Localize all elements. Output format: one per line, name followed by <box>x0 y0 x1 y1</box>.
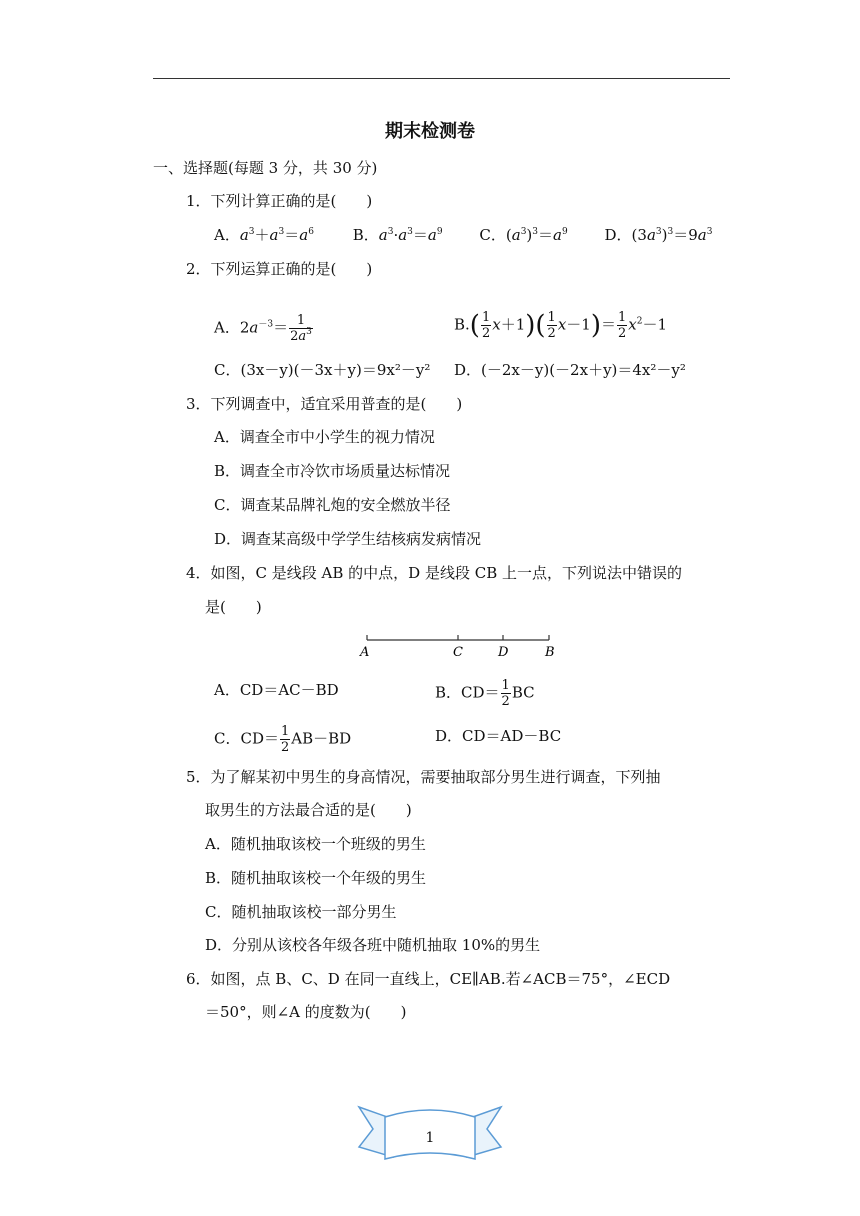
q4-option-b: B．CD＝ $\frac{1}{2}$ BC <box>435 678 535 709</box>
question-4-stem-line2: 是( ) <box>205 598 262 616</box>
page-title: 期末检测卷 <box>385 121 475 142</box>
q4-option-a: A．CD＝AC－BD <box>214 681 339 699</box>
question-5-stem-line2: 取男生的方法最合适的是( ) <box>205 801 412 819</box>
q1-option-a: A．$a^3+a^3=a^6$ <box>214 226 314 244</box>
question-6-stem-line2: ＝50°，则∠A 的度数为( ) <box>205 1003 407 1021</box>
page-number: 1 <box>425 1130 435 1146</box>
question-3-stem: 3．下列调查中，适宜采用普查的是( ) <box>186 395 463 413</box>
q1-option-c: C．$(a^3)^3=a^9$ <box>479 226 568 244</box>
q5-option-b: B．随机抽取该校一个年级的男生 <box>205 869 427 887</box>
label-b: B <box>545 645 555 660</box>
line-segment-diagram <box>357 630 567 664</box>
label-c: C <box>453 645 463 660</box>
q3-option-d: D．调查某高级中学学生结核病发病情况 <box>214 530 482 548</box>
label-a: A <box>360 645 370 660</box>
q1-option-b: B．$a^3\cdot a^3=a^9$ <box>352 226 443 244</box>
question-4-stem-line1: 4．如图，C 是线段 AB 的中点，D 是线段 CB 上一点，下列说法中错误的 <box>186 564 683 582</box>
section-heading: 一、选择题(每题 3 分，共 30 分) <box>153 159 378 177</box>
q1-option-d: D．$(3a^3)^3=9a^3$ <box>604 226 713 244</box>
q3-option-c: C．调查某品牌礼炮的安全燃放半径 <box>214 496 451 514</box>
question-6-stem-line1: 6．如图，点 B、C、D 在同一直线上，CE∥AB.若∠ACB＝75°，∠ECD <box>186 970 671 988</box>
header-rule <box>153 78 730 79</box>
q4-option-d: D．CD＝AD－BC <box>435 727 562 745</box>
q2-option-c: C．(3x－y)(－3x＋y)＝9x²－y² <box>214 361 431 379</box>
q5-option-c: C．随机抽取该校一部分男生 <box>205 903 397 921</box>
q5-option-a: A．随机抽取该校一个班级的男生 <box>205 835 426 853</box>
q3-option-a: A．调查全市中小学生的视力情况 <box>214 428 435 446</box>
q2-option-a: A．$2a^{-3}=$ $\frac{1}{2a^3}$ <box>214 313 312 344</box>
q3-option-b: B．调查全市冷饮市场质量达标情况 <box>214 462 451 480</box>
q4-option-c: C．CD＝ $\frac{1}{2}$ AB－BD <box>214 724 352 755</box>
question-5-stem-line1: 5．为了解某初中男生的身高情况，需要抽取部分男生进行调查，下列抽 <box>186 768 661 786</box>
question-1-stem: 1．下列计算正确的是( ) <box>186 192 373 210</box>
question-2-stem: 2．下列运算正确的是( ) <box>186 260 373 278</box>
q5-option-d: D．分别从该校各年级各班中随机抽取 10%的男生 <box>205 936 541 954</box>
q2-option-d: D．(－2x－y)(－2x＋y)＝4x²－y² <box>454 361 686 379</box>
q2-option-b: B.( $\frac{1}{2}$ x＋1)( $\frac{1}{2}$ x－1)＝ $\frac{1}{2}$ $x^2-1$ <box>454 310 668 341</box>
question-1-options <box>214 225 712 245</box>
label-d: D <box>498 645 509 660</box>
